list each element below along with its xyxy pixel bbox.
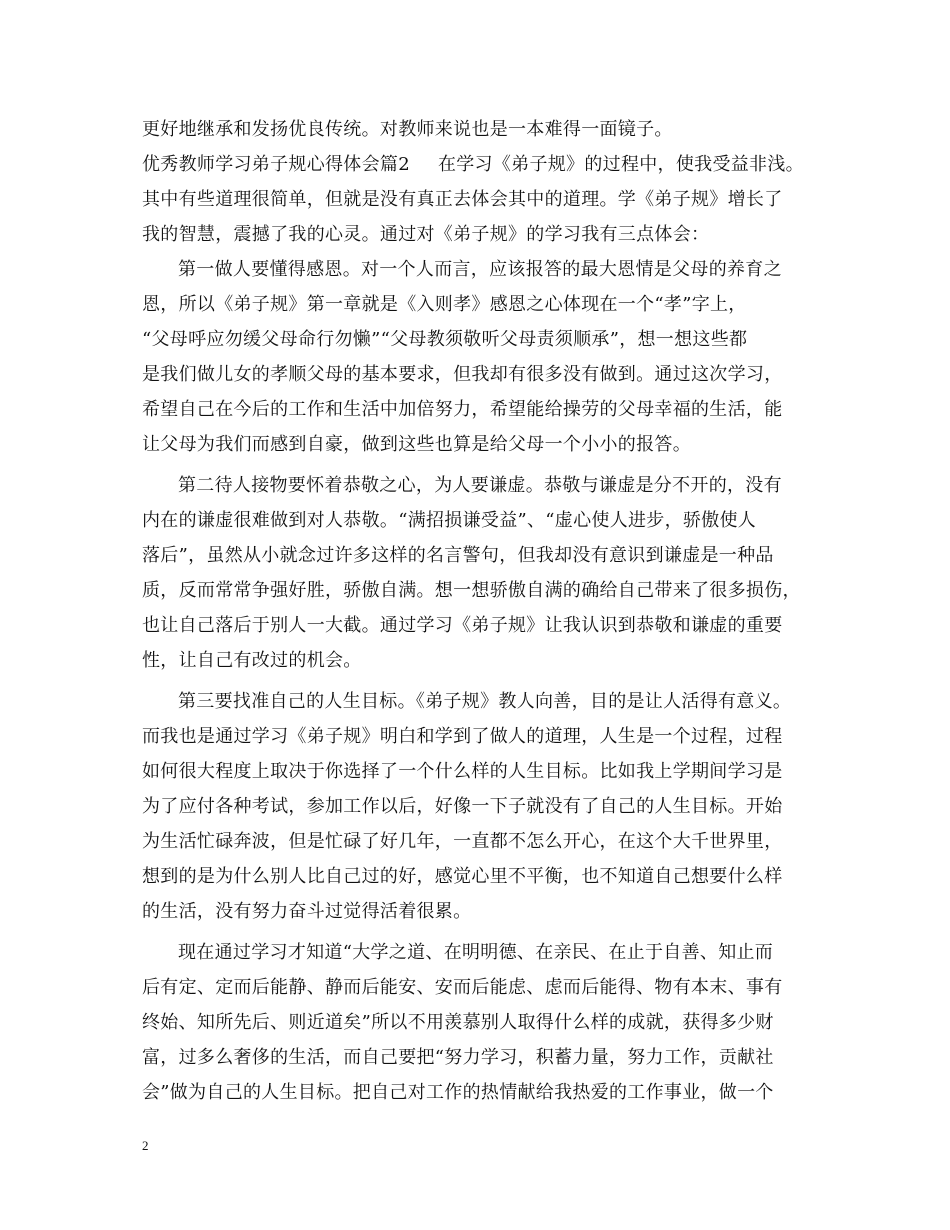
body-line: 我的智慧，震撼了我的心灵。通过对《弟子规》的学习我有三点体会：: [142, 224, 710, 245]
body-line: 终始、知所先后、则近道矣”所以不用羡慕别人取得什么样的成就，获得多少财: [142, 1012, 774, 1033]
body-line: “父母呼应勿缓父母命行勿懒”“父母教须敬听父母责须顺承”，想一想这些都: [142, 329, 748, 350]
section-heading-continuation: 在学习《弟子规》的过程中，使我受益非浅。: [437, 154, 804, 175]
paragraph-first-line: 第三要找准自己的人生目标。《弟子规》教人向善，目的是让人活得有意义。: [178, 691, 792, 712]
body-line: 为了应付各种考试，参加工作以后，好像一下子就没有了自己的人生目标。开始: [142, 796, 783, 817]
section-heading-line: [142, 153, 804, 177]
body-line: 富，过多么奢侈的生活，而自己要把“努力学习，积蓄力量，努力工作，贡献社: [142, 1047, 774, 1068]
paragraph-first-line: 第二待人接物要怀着恭敬之心，为人要谦虚。恭敬与谦虚是分不开的，没有: [178, 475, 782, 496]
body-line: 想到的是为什么别人比自己过的好，感觉心里不平衡，也不知道自己想要什么样: [142, 866, 783, 887]
body-line: 后有定、定而后能静、静而后能安、安而后能虑、虑而后能得、物有本末、事有: [142, 977, 783, 998]
page-number: 2: [142, 1138, 149, 1153]
body-line: 希望自己在今后的工作和生活中加倍努力，希望能给操劳的父母幸福的生活，能: [142, 399, 783, 420]
paragraph-first-line: 现在通过学习才知道“大学之道、在明明德、在亲民、在止于自善、知止而: [178, 942, 774, 963]
body-line: 内在的谦虚很难做到对人恭敬。“满招损谦受益”、“虚心使人进步，骄傲使人: [142, 510, 757, 531]
body-line: 让父母为我们而感到自豪，做到这些也算是给父母一个小小的报答。: [142, 434, 691, 455]
body-line: 会”做为自己的人生目标。把自己对工作的热情献给我热爱的工作事业，做一个: [142, 1082, 774, 1103]
body-line: 落后”，虽然从小就念过许多这样的名言警句，但我却没有意识到谦虚是一种品: [142, 545, 774, 566]
body-line: 的生活，没有努力奋斗过觉得活着很累。: [142, 901, 472, 922]
paragraph-first-line: 第一做人要懂得感恩。对一个人而言，应该报答的最大恩情是父母的养育之: [178, 259, 782, 280]
body-line: 质，反而常常争强好胜，骄傲自满。想一想骄傲自满的确给自己带来了很多损伤，: [142, 580, 801, 601]
body-line: 也让自己落后于别人一大截。通过学习《弟子规》让我认识到恭敬和谦虚的重要: [142, 615, 783, 636]
body-line: 如何很大程度上取决于你选择了一个什么样的人生目标。比如我上学期间学习是: [142, 761, 783, 782]
body-line: 性，让自己有改过的机会。: [142, 650, 362, 671]
body-line: 更好地继承和发扬优良传统。对教师来说也是一本难得一面镜子。: [142, 119, 673, 140]
body-line: 是我们做儿女的孝顺父母的基本要求，但我却有很多没有做到。通过这次学习，: [142, 364, 783, 385]
section-heading-title: 优秀教师学习弟子规心得体会篇2: [142, 154, 410, 175]
body-line: 为生活忙碌奔波，但是忙碌了好几年，一直都不怎么开心，在这个大千世界里，: [142, 831, 783, 852]
body-line: 其中有些道理很简单，但就是没有真正去体会其中的道理。学《弟子规》增长了: [142, 189, 783, 210]
body-line: 恩，所以《弟子规》第一章就是《入则孝》感恩之心体现在一个“孝”字上，: [142, 294, 747, 315]
body-line: 而我也是通过学习《弟子规》明白和学到了做人的道理，人生是一个过程，过程: [142, 726, 783, 747]
